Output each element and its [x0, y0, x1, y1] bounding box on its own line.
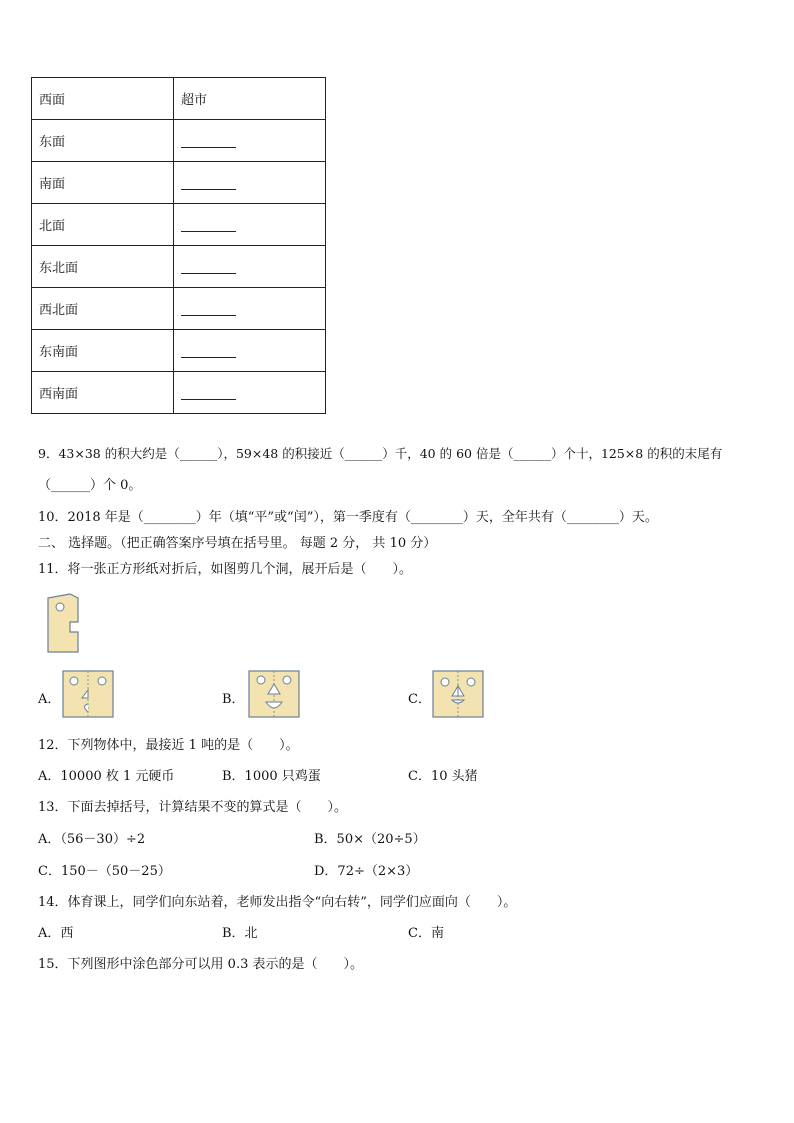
option-b-label[interactable]: B． [222, 692, 245, 707]
option-d[interactable]: D．72÷（2×3） [314, 864, 419, 879]
table-cell-place [174, 204, 326, 246]
question-14: 14．体育课上，同学们向东站着，老师发出指令“向右转”，同学们应面向（ ）。 [38, 895, 517, 910]
table-row [32, 162, 326, 204]
table-row [32, 120, 326, 162]
question-9-line-1: 9．43×38 的积大约是（______），59×48 的积接近（______）千，40 的 60 倍是（______）个十，125×8 的积的末尾有 [38, 446, 723, 461]
option-b[interactable]: B．北 [222, 926, 258, 941]
option-c-label[interactable]: C． [408, 692, 431, 707]
option-b-figure[interactable] [248, 670, 300, 718]
answer-blank[interactable] [181, 343, 236, 358]
table-cell-direction: 北面 [32, 204, 174, 246]
option-c[interactable]: C．150－（50－25） [38, 864, 171, 879]
table-cell-place [174, 372, 326, 414]
option-c[interactable]: C．南 [408, 926, 444, 941]
answer-blank[interactable] [181, 133, 236, 148]
table-cell-place [174, 288, 326, 330]
table-cell-place [174, 120, 326, 162]
answer-blank[interactable] [181, 301, 236, 316]
answer-blank[interactable] [181, 259, 236, 274]
table-cell-direction: 东面 [32, 120, 174, 162]
answer-blank[interactable] [181, 175, 236, 190]
option-a-label[interactable]: A． [38, 692, 61, 707]
table-row [32, 204, 326, 246]
table-cell-place [174, 330, 326, 372]
table-row [32, 372, 326, 414]
option-c[interactable]: C．10 头猪 [408, 769, 478, 784]
option-b[interactable]: B．50×（20÷5） [314, 832, 426, 847]
question-10: 10．2018 年是（________）年（填“平”或“闰”），第一季度有（________）天，全年共有（________）天。 [38, 510, 658, 525]
table-cell-place [174, 162, 326, 204]
table-cell-place: 超市 [174, 78, 326, 120]
option-a[interactable]: A．（56－30）÷2 [38, 832, 146, 847]
question-13: 13．下面去掉括号，计算结果不变的算式是（ ）。 [38, 800, 348, 815]
table-cell-direction: 西面 [32, 78, 174, 120]
table-row [32, 246, 326, 288]
option-c-figure[interactable] [432, 670, 484, 718]
table-cell-direction: 南面 [32, 162, 174, 204]
folded-paper-figure [44, 592, 84, 656]
direction-table [31, 77, 326, 414]
table-cell-direction: 东南面 [32, 330, 174, 372]
answer-blank[interactable] [181, 385, 236, 400]
option-a-figure[interactable] [62, 670, 114, 718]
option-a[interactable]: A．10000 枚 1 元硬币 [38, 769, 175, 784]
option-a[interactable]: A．西 [38, 926, 74, 941]
section-heading: 二、 选择题。（把正确答案序号填在括号里。 每题 2 分， 共 10 分） [38, 536, 437, 551]
option-b[interactable]: B．1000 只鸡蛋 [222, 769, 321, 784]
question-9-line-2: （______）个 0。 [38, 478, 142, 493]
table-cell-place [174, 246, 326, 288]
table-cell-direction: 西南面 [32, 372, 174, 414]
table-row [32, 330, 326, 372]
answer-blank[interactable] [181, 217, 236, 232]
table-cell-direction: 西北面 [32, 288, 174, 330]
question-12: 12．下列物体中，最接近 1 吨的是（ ）。 [38, 738, 299, 753]
table-row [32, 78, 326, 120]
question-15: 15．下列图形中涂色部分可以用 0.3 表示的是（ ）。 [38, 957, 363, 972]
question-11: 11．将一张正方形纸对折后，如图剪几个洞，展开后是（ ）。 [38, 562, 413, 577]
table-cell-direction: 东北面 [32, 246, 174, 288]
table-row [32, 288, 326, 330]
